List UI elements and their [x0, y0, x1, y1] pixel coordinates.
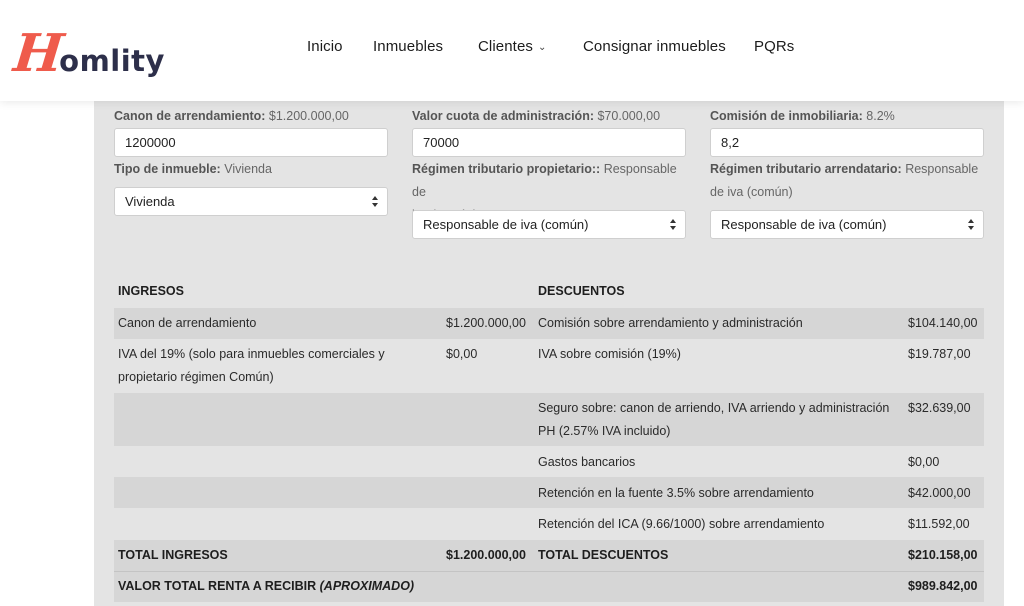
chevron-down-icon: ⌄ — [538, 42, 547, 53]
renta-label: VALOR TOTAL RENTA A RECIBIR (APROXIMADO) — [118, 579, 415, 593]
nav-consignar-inmuebles[interactable]: Consignar inmuebles — [583, 38, 726, 55]
nav-pqrs[interactable]: PQRs — [754, 38, 795, 55]
canon-input[interactable]: 1200000 — [114, 128, 388, 157]
ingreso-label-canon: Canon de arrendamiento — [118, 316, 257, 330]
descuento-value-retencion-fuente: $42.000,00 — [908, 486, 971, 500]
descuento-label-retencion-ica: Retención del ICA (9.66/1000) sobre arrendamiento — [538, 517, 825, 531]
nav-clientes-label: Clientes — [478, 38, 533, 55]
descuento-label-comision: Comisión sobre arrendamiento y administración — [538, 316, 803, 330]
ingreso-label-iva: IVA del 19% (solo para inmuebles comerciales y propietario régimen Común) — [118, 347, 385, 384]
regimen-propietario-selected: Responsable de iva (común) — [423, 217, 589, 232]
regimen-arrendatario-label: Régimen tributario arrendatario: Responsable de iva (común) — [710, 162, 979, 199]
descuento-label-iva-comision: IVA sobre comisión (19%) — [538, 347, 681, 361]
ingresos-header: INGRESOS — [118, 284, 184, 298]
main-nav — [0, 38, 1024, 58]
nav-inmuebles[interactable]: Inmuebles — [373, 38, 444, 55]
select-arrows-icon — [670, 219, 676, 231]
total-descuentos-label: TOTAL DESCUENTOS — [538, 548, 669, 562]
total-descuentos-value: $210.158,00 — [908, 548, 978, 562]
descuentos-header: DESCUENTOS — [538, 284, 625, 298]
admin-label: Valor cuota de administración: $70.000,00 — [412, 109, 661, 123]
canon-label: Canon de arrendamiento: $1.200.000,00 — [114, 109, 349, 123]
ingreso-value-iva: $0,00 — [446, 347, 478, 361]
tipo-inmueble-select[interactable] — [114, 187, 388, 216]
select-arrows-icon — [372, 196, 378, 208]
regimen-propietario-select[interactable] — [412, 210, 686, 239]
descuento-label-seguro: Seguro sobre: canon de arriendo, IVA arriendo y administración PH (2.57% IVA incluido) — [538, 401, 890, 438]
descuento-label-gastos: Gastos bancarios — [538, 455, 636, 469]
ingreso-value-canon: $1.200.000,00 — [446, 316, 526, 330]
descuento-value-comision: $104.140,00 — [908, 316, 978, 330]
comision-label: Comisión de inmobiliaria: 8.2% — [710, 109, 895, 123]
select-arrows-icon — [968, 219, 974, 231]
descuento-label-retencion-fuente: Retención en la fuente 3.5% sobre arrendamiento — [538, 486, 814, 500]
regimen-arrendatario-select[interactable] — [710, 210, 984, 239]
tipo-inmueble-selected: Vivienda — [125, 194, 175, 209]
nav-inicio[interactable]: Inicio — [307, 38, 343, 55]
total-ingresos-value: $1.200.000,00 — [446, 548, 526, 562]
comision-input[interactable]: 8,2 — [710, 128, 984, 157]
site-header — [0, 0, 1024, 101]
descuento-value-iva-comision: $19.787,00 — [908, 347, 971, 361]
logo-letter-h: H — [10, 23, 67, 84]
total-ingresos-label: TOTAL INGRESOS — [118, 548, 228, 562]
logo-text: omlity — [59, 44, 165, 78]
regimen-propietario-label: Régimen tributario propietario:: Responsable de — [412, 162, 677, 199]
renta-value: $989.842,00 — [908, 579, 978, 593]
nav-clientes[interactable] — [478, 38, 546, 55]
admin-input[interactable]: 70000 — [412, 128, 686, 157]
regimen-arrendatario-selected: Responsable de iva (común) — [721, 217, 887, 232]
descuento-value-retencion-ica: $11.592,00 — [908, 517, 970, 531]
descuento-value-seguro: $32.639,00 — [908, 401, 971, 415]
descuento-value-gastos: $0,00 — [908, 455, 940, 469]
tipo-label: Tipo de inmueble: Vivienda — [114, 162, 272, 176]
